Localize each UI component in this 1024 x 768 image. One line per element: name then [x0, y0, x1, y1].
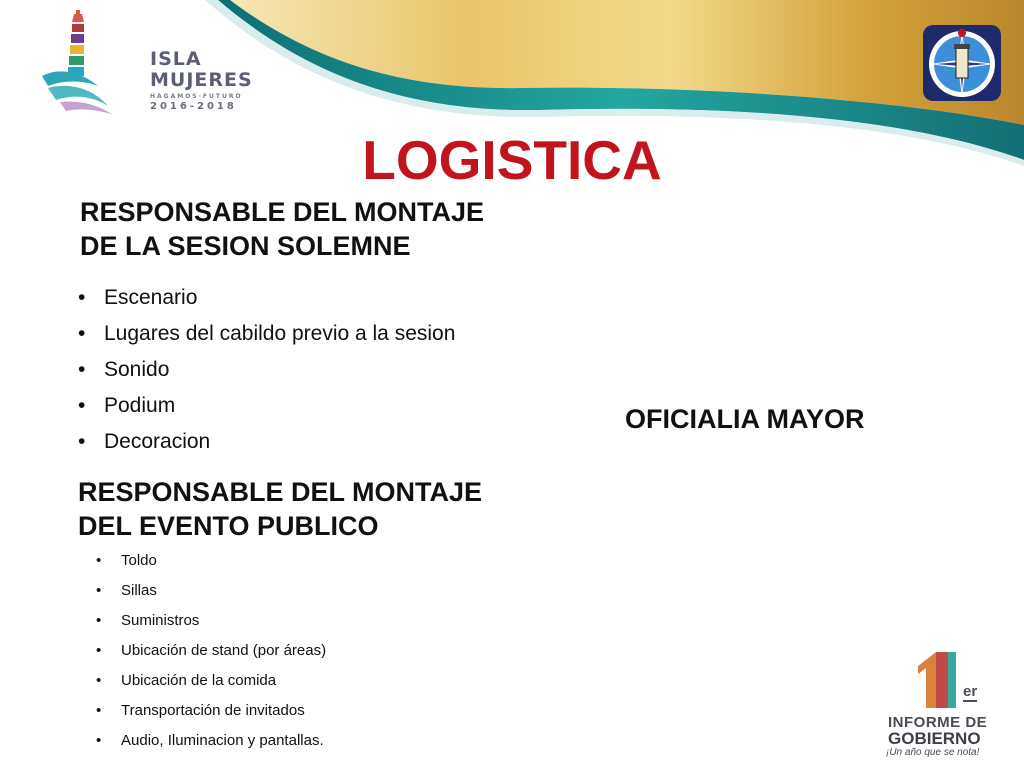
lighthouse-icon [38, 8, 118, 116]
superscript-er: er [963, 683, 978, 700]
list-item: • Decoracion [104, 427, 455, 463]
section-1-heading-line-1: RESPONSABLE DEL MONTAJE [80, 197, 485, 227]
section-2-heading-line-2: DEL EVENTO PUBLICO [78, 511, 379, 541]
list-item: • Podium [104, 391, 455, 427]
list-item: • Toldo [121, 549, 326, 579]
slide-title: LOGISTICA [362, 129, 662, 191]
informe-line-2: GOBIERNO [888, 729, 981, 748]
logo-line-4: 2016-2018 [150, 101, 237, 112]
section-1-heading [80, 195, 484, 263]
list-item: • Transportación de invitados [121, 699, 326, 729]
islamujeres-logo [38, 8, 253, 116]
list-item: • Audio, Iluminacion y pantallas. [121, 729, 326, 759]
section-2-heading-line-1: RESPONSABLE DEL MONTAJE [78, 477, 483, 507]
list-item: • Suministros [121, 609, 326, 639]
list-item: • Sonido [104, 355, 455, 391]
informe-de-gobierno-logo [884, 650, 1002, 760]
list-item: • Escenario [104, 283, 455, 319]
list-item: • Lugares del cabildo previo a la sesion [104, 319, 455, 355]
informe-tagline: ¡Un año que se nota! [886, 747, 980, 758]
informe-line-1: INFORME DE [888, 714, 988, 731]
logo-line-1: ISLA [150, 48, 202, 70]
responsible-office-label: OFICIALIA MAYOR [625, 404, 865, 434]
list-item: • Sillas [121, 579, 326, 609]
logo-wordmark [150, 50, 253, 112]
logo-line-3: HAGAMOS·FUTURO [150, 93, 243, 100]
section-2-heading [78, 475, 482, 543]
list-item: • Ubicación de la comida [121, 669, 326, 699]
section-2-list [121, 549, 326, 759]
section-1-heading-line-2: DE LA SESION SOLEMNE [80, 231, 411, 261]
section-1-list [104, 283, 455, 463]
number-one-icon [914, 650, 964, 710]
list-item: • Ubicación de stand (por áreas) [121, 639, 326, 669]
municipal-seal-icon [922, 24, 1002, 102]
logo-line-2: MUJERES [150, 69, 253, 91]
